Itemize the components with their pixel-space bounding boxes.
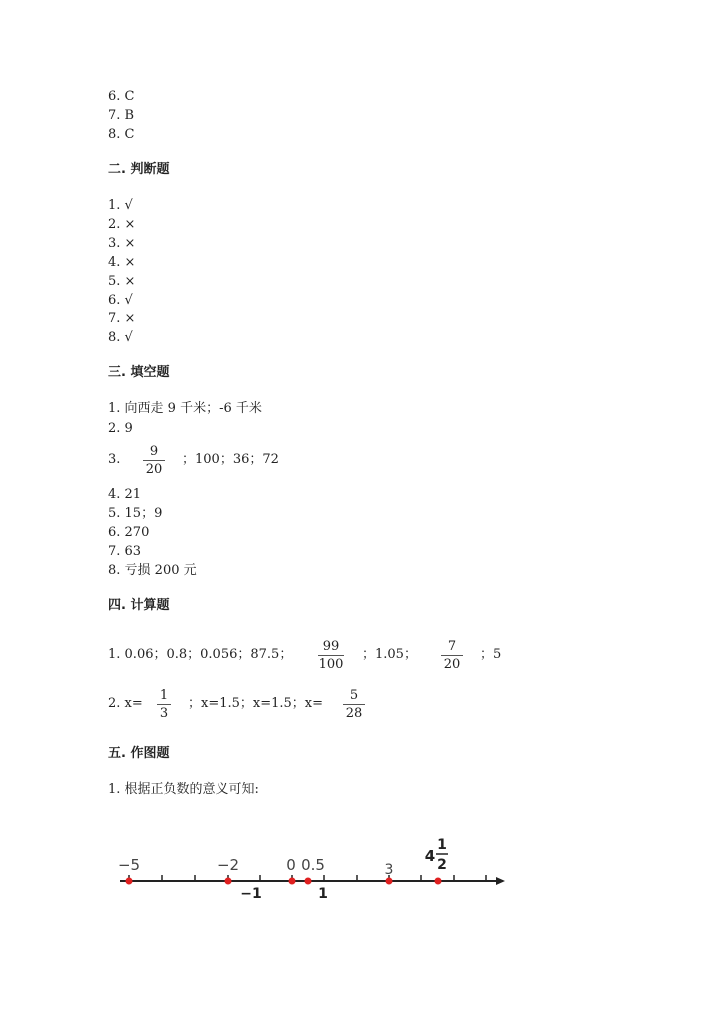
judgment-answer-6: 6. √ [108,293,133,308]
label-mixed-whole: 4 [424,847,436,865]
fill-answer-5: 5. 15；9 [108,506,163,521]
calc-line-1-end: ；5 [480,647,502,662]
calc-line-2-mid: ；x=1.5；x=1.5；x= [188,696,324,711]
choice-answer-8: 8. C [108,127,135,142]
section-title-calculation: 四. 计算题 [108,598,170,613]
judgment-answer-3: 3. × [108,236,136,251]
fraction-denominator: 100 [318,657,344,672]
fraction-numerator: 99 [322,639,340,654]
fraction-denominator: 20 [443,657,461,672]
calc-line-1-text: 1. 0.06；0.8；0.056；87.5； [108,647,293,662]
judgment-answer-1: 1. √ [108,198,133,213]
drawing-answer-1: 1. 根据正负数的意义可知: [108,782,259,797]
judgment-answer-7: 7. × [108,311,136,326]
section-title-judgment: 二. 判断题 [108,162,170,177]
point-half [305,878,312,885]
fill-answer-2: 2. 9 [108,421,133,436]
calc-line-2-prefix: 2. x= [108,696,143,711]
judgment-answer-4: 4. × [108,255,136,270]
judgment-answer-2: 2. × [108,217,136,232]
calc-line-1-mid: ；1.05； [362,647,417,662]
choice-answer-7: 7. B [108,108,135,123]
label-minus-2: −2 [216,856,240,874]
judgment-answer-8: 8. √ [108,330,133,345]
fill-answer-6: 6. 270 [108,525,150,540]
fraction-denominator: 20 [145,462,163,477]
label-half: 0.5 [301,856,325,874]
section-title-fill-blank: 三. 填空题 [108,365,170,380]
point-zero [289,878,296,885]
fraction-denominator: 3 [159,706,169,721]
section-title-drawing: 五. 作图题 [108,746,170,761]
fraction-numerator: 1 [159,688,169,703]
judgment-answer-5: 5. × [108,274,136,289]
point-three [386,878,393,885]
point-minus-2 [225,878,232,885]
label-one: 1 [318,886,328,902]
fill-answer-7: 7. 63 [108,544,142,559]
label-zero: 0 [286,856,296,874]
fraction-denominator: 28 [345,706,363,721]
point-four-and-half [435,878,442,885]
label-mixed-denominator: 2 [437,857,447,873]
point-minus-5 [126,878,133,885]
choice-answer-6: 6. C [108,89,135,104]
fraction-numerator: 5 [349,688,359,703]
label-three: 3 [384,862,394,878]
fill-answer-8: 8. 亏损 200 元 [108,563,197,578]
number-line-arrow [496,877,505,885]
label-minus-5: −5 [117,856,141,874]
fraction-numerator: 7 [447,639,457,654]
fill-answer-3-suffix: ；100；36；72 [182,452,279,467]
label-mixed-numerator: 1 [437,837,447,853]
label-minus-1: −1 [240,886,262,902]
fill-answer-4: 4. 21 [108,487,142,502]
fraction-numerator: 9 [149,444,159,459]
fill-answer-3-prefix: 3. [108,452,121,467]
fill-answer-1: 1. 向西走 9 千米；-6 千米 [108,401,262,416]
